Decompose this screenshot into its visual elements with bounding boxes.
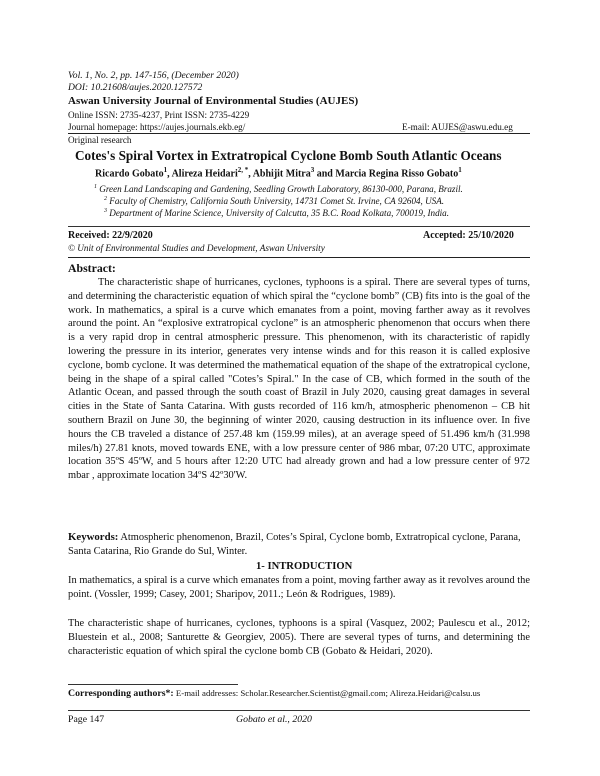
page-number: Page 147: [68, 714, 105, 725]
received-date: Received: 22/9/2020: [68, 230, 153, 241]
author-name: Alireza Heidari: [171, 168, 238, 180]
footer-rule: [68, 710, 530, 711]
running-citation: Gobato et al., 2020: [236, 714, 312, 725]
intro-paragraph-1: In mathematics, a spiral is a curve which emanates from a point, moving farther away as it revolves around the point. (Vossler, 1999; Casey, 2001; Sharipov, 2011.; León & Rodrigues, 1989).: [68, 575, 530, 600]
journal-homepage[interactable]: Journal homepage: https://aujes.journals.ekb.eg/: [68, 122, 246, 132]
author-superscript: 2, *: [237, 166, 249, 174]
author-separator: ,: [248, 168, 253, 180]
abstract-text: [68, 276, 530, 483]
article-type: Original research: [68, 135, 132, 145]
affiliation-number: 1: [94, 184, 97, 190]
footnote-rule: [68, 684, 238, 685]
affiliation-text: Green Land Landscaping and Gardening, Seedling Growth Laboratory, 86130-000, Parana, Brazil.: [97, 184, 463, 195]
copyright: © Unit of Environmental Studies and Development, Aswan University: [68, 243, 325, 253]
corresponding-label: Corresponding authors*:: [68, 688, 174, 699]
author-superscript: 3: [310, 166, 315, 174]
doi[interactable]: DOI: 10.21608/aujes.2020.127572: [68, 82, 203, 93]
author-name: Marcia Regina Risso Gobato: [335, 168, 459, 180]
intro-paragraph-2: The characteristic shape of hurricanes, cyclones, typhoons is a spiral (Vasquez, 2002; Paulescu et al., 2012; Bluestein et al., 2008; Santurette & Georgiev, 2005). There are several types of turns, and determining the characteristic equation of which spiral the cyclone bomb CB (Gobato & Heidari, 2020).: [68, 618, 530, 657]
corresponding-author: [68, 688, 480, 699]
author-superscript: 1: [163, 166, 168, 174]
affiliation: [94, 184, 463, 194]
divider: [68, 226, 530, 227]
journal-email[interactable]: E-mail: AUJES@aswu.edu.eg: [402, 122, 513, 132]
affiliation-number: 2: [104, 196, 107, 202]
author-superscript: 1: [458, 166, 462, 174]
author-name: Abhijit Mitra: [252, 168, 311, 180]
keywords-label: Keywords:: [68, 531, 119, 543]
abstract-body: The characteristic shape of hurricanes, cyclones, typhoons is a spiral. There are several types of turns, and determining the characteristic equation of which spiral the “cyclone bomb” (CB) fits into is the goal of the work. In mathematics, a spiral is a curve which emanates from a point, moving farther away as it revolves around the point. An “explosive extratropical cyclone” is an atmospheric phenomenon that occurs when there is a very rapid drop in central atmospheric pressure. This phenomenon, with its characteristic of rapidly lowering the pressure in its interior, generates very intense winds and for this reason it is called explosive cyclone, bomb cyclone. It was determined the mathematical equation of the shape of the extratropical cyclone, being in the shape of a spiral called "Cotes’s Spiral." In the case of CB, which formed in the south of the Atlantic Ocean, and passed through the south coast of Brazil in July 2020, causing great damages in several cities in the State of Santa Catarina. With gusts recorded of 116 km/h, atmospheric phenomenon – CB hit southern Brazil on June 30, the beginning of winter 2020, causing destruction in its influence over. In five hours the CB traveled a distance of 257.48 km (159.99 miles), at an average speed of 51.496 km/h (31.998 miles/h) 27.81 knots, moved towards ENE, with a low pressure center of 986 mbar, 07:20 UTC, approximate location 35ºS 45ºW, and 5 hours after 12:20 UTC had already grown and had a low pressure center of 972 mbar , approximate location 34ºS 42º30'W.: [68, 277, 530, 482]
keywords: [68, 531, 530, 558]
divider: [68, 257, 530, 258]
volume-info: Vol. 1, No. 2, pp. 147-156, (December 2020): [68, 70, 239, 81]
author-name: Ricardo Gobato: [95, 168, 164, 180]
journal-name: Aswan University Journal of Environmental Studies (AUJES): [68, 95, 359, 107]
abstract-heading: Abstract:: [68, 261, 116, 275]
author-separator: and: [314, 168, 336, 180]
affiliation-number: 3: [104, 208, 107, 214]
article-title: Cotes's Spiral Vortex in Extratropical Cyclone Bomb South Atlantic Oceans: [75, 148, 502, 163]
issn: Online ISSN: 2735-4237, Print ISSN: 2735-4229: [68, 110, 250, 120]
author-separator: ,: [167, 168, 172, 180]
affiliation: [104, 208, 449, 218]
section-heading-introduction: 1- INTRODUCTION: [256, 561, 353, 572]
keywords-text: Atmospheric phenomenon, Brazil, Cotes’s Spiral, Cyclone bomb, Extratropical cyclone, Parana, Santa Catarina, Rio Grande do Sul, Winter.: [68, 532, 521, 557]
author-list: [95, 166, 462, 179]
affiliation: [104, 196, 444, 206]
affiliation-text: Faculty of Chemistry, California South University, 14731 Comet St. Irvine, CA 92604, USA.: [107, 196, 445, 207]
accepted-date: Accepted: 25/10/2020: [423, 230, 514, 241]
header-rule: [68, 133, 530, 134]
corresponding-emails: E-mail addresses: Scholar.Researcher.Scientist@gmail.com; Alireza.Heidari@calsu.us: [173, 688, 481, 698]
affiliation-text: Department of Marine Science, University of Calcutta, 35 B.C. Road Kolkata, 700019, India.: [107, 208, 449, 219]
